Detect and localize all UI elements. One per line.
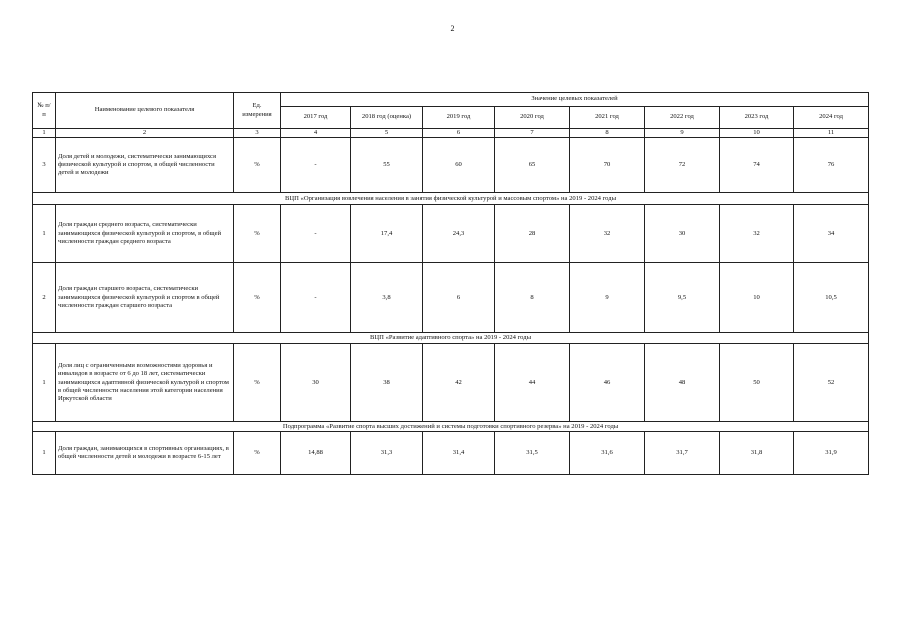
- header-values-group: Значение целевых показателей: [281, 93, 869, 107]
- target-indicators-table: [32, 92, 869, 475]
- row-num: 3: [33, 138, 56, 193]
- header-unit: Ед. измерения: [234, 93, 281, 129]
- column-number: 4: [281, 129, 351, 138]
- value-cell: 10,5: [794, 263, 869, 333]
- unit-cell: %: [234, 344, 281, 422]
- column-number: 8: [570, 129, 645, 138]
- indicator-name: Доля граждан среднего возраста, систематически занимающихся физической культурой и спортом, в общей численности граждан среднего возраста: [56, 205, 234, 263]
- table-row: [33, 263, 869, 333]
- table-row: [33, 138, 869, 193]
- value-cell: 3,8: [351, 263, 423, 333]
- section-title: ВЦП «Организация вовлечения населения в занятия физической культурой и массовым спортом» на 2019 - 2024 годы: [33, 193, 869, 205]
- table-row: [33, 344, 869, 422]
- value-cell: 10: [720, 263, 794, 333]
- value-cell: 46: [570, 344, 645, 422]
- column-number: 9: [645, 129, 720, 138]
- section-title: ВЦП «Развитие адаптивного спорта» на 2019 - 2024 годы: [33, 333, 869, 344]
- indicator-name: Доля детей и молодежи, систематически занимающихся физической культурой и спортом, в общей численности детей и молодежи: [56, 138, 234, 193]
- header-year: 2024 год: [794, 107, 869, 129]
- value-cell: 44: [495, 344, 570, 422]
- column-number: 6: [423, 129, 495, 138]
- unit-cell: %: [234, 205, 281, 263]
- value-cell: 74: [720, 138, 794, 193]
- value-cell: 32: [720, 205, 794, 263]
- value-cell: 9: [570, 263, 645, 333]
- value-cell: -: [281, 138, 351, 193]
- value-cell: 14,88: [281, 432, 351, 475]
- header-year: 2023 год: [720, 107, 794, 129]
- column-number: 3: [234, 129, 281, 138]
- value-cell: -: [281, 263, 351, 333]
- value-cell: 31,3: [351, 432, 423, 475]
- header-year: 2021 год: [570, 107, 645, 129]
- table-row: [33, 432, 869, 475]
- header-year: 2017 год: [281, 107, 351, 129]
- column-number: 10: [720, 129, 794, 138]
- value-cell: 76: [794, 138, 869, 193]
- value-cell: 30: [645, 205, 720, 263]
- header-year: 2018 год (оценка): [351, 107, 423, 129]
- unit-cell: %: [234, 138, 281, 193]
- value-cell: 31,5: [495, 432, 570, 475]
- value-cell: 31,9: [794, 432, 869, 475]
- header-year: 2020 год: [495, 107, 570, 129]
- section-header-row: [33, 422, 869, 432]
- row-num: 1: [33, 344, 56, 422]
- column-number-row: [33, 129, 869, 138]
- value-cell: 6: [423, 263, 495, 333]
- value-cell: 60: [423, 138, 495, 193]
- page-number: 2: [450, 24, 455, 33]
- header-year: 2022 год: [645, 107, 720, 129]
- column-number: 5: [351, 129, 423, 138]
- table-row: [33, 205, 869, 263]
- value-cell: 32: [570, 205, 645, 263]
- header-num: № п/п: [33, 93, 56, 129]
- value-cell: 52: [794, 344, 869, 422]
- value-cell: -: [281, 205, 351, 263]
- value-cell: 30: [281, 344, 351, 422]
- value-cell: 31,7: [645, 432, 720, 475]
- value-cell: 31,4: [423, 432, 495, 475]
- value-cell: 38: [351, 344, 423, 422]
- value-cell: 24,3: [423, 205, 495, 263]
- header-name: Наименование целевого показателя: [56, 93, 234, 129]
- column-number: 1: [33, 129, 56, 138]
- value-cell: 8: [495, 263, 570, 333]
- indicator-name: Доля граждан, занимающихся в спортивных организациях, в общей численности детей и молодежи в возрасте 6-15 лет: [56, 432, 234, 475]
- column-number: 11: [794, 129, 869, 138]
- value-cell: 55: [351, 138, 423, 193]
- section-title: Подпрограмма «Развитие спорта высших достижений и системы подготовки спортивного резерва» на 2019 - 2024 годы: [33, 422, 869, 432]
- value-cell: 42: [423, 344, 495, 422]
- value-cell: 9,5: [645, 263, 720, 333]
- row-num: 1: [33, 205, 56, 263]
- indicator-name: Доля лиц с ограниченными возможностями здоровья и инвалидов в возрасте от 6 до 18 лет, систематически занимающихся адаптивной физической культурой и спортом в общей численности населения этой категории населения Иркутской области: [56, 344, 234, 422]
- column-number: 2: [56, 129, 234, 138]
- unit-cell: %: [234, 263, 281, 333]
- section-header-row: [33, 333, 869, 344]
- row-num: 2: [33, 263, 56, 333]
- value-cell: 34: [794, 205, 869, 263]
- value-cell: 31,8: [720, 432, 794, 475]
- section-header-row: [33, 193, 869, 205]
- value-cell: 50: [720, 344, 794, 422]
- unit-cell: %: [234, 432, 281, 475]
- header-row-1: [33, 93, 869, 107]
- value-cell: 72: [645, 138, 720, 193]
- header-year: 2019 год: [423, 107, 495, 129]
- value-cell: 48: [645, 344, 720, 422]
- value-cell: 65: [495, 138, 570, 193]
- value-cell: 28: [495, 205, 570, 263]
- value-cell: 70: [570, 138, 645, 193]
- indicator-name: Доля граждан старшего возраста, систематически занимающихся физической культурой и спортом в общей численности граждан старшего возраста: [56, 263, 234, 333]
- value-cell: 17,4: [351, 205, 423, 263]
- row-num: 1: [33, 432, 56, 475]
- column-number: 7: [495, 129, 570, 138]
- value-cell: 31,6: [570, 432, 645, 475]
